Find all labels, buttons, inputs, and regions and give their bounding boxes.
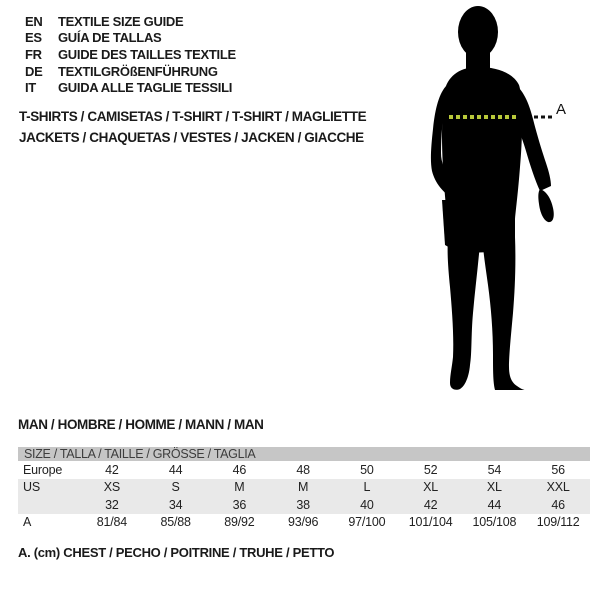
size-cell: 85/88 [160,515,191,530]
language-code: DE [25,63,43,79]
language-code: IT [25,80,36,96]
size-cell: XL [423,480,439,495]
size-cell: XL [486,480,502,495]
size-cell: 101/104 [408,515,453,530]
category-jackets: JACKETS / CHAQUETAS / VESTES / JACKEN / GIACCHE [19,129,364,145]
size-cell: 105/108 [472,515,517,530]
table-row-chest [18,514,590,532]
size-cell: 36 [232,497,247,512]
size-cell: 38 [296,497,310,512]
row-label: US [23,480,40,495]
size-cell: 89/92 [224,515,255,530]
category-tshirts: T-SHIRTS / CAMISETAS / T-SHIRT / T-SHIRT / MAGLIETTE [19,109,367,124]
size-cell: 44 [168,462,183,477]
size-cell: 97/100 [348,515,386,530]
language-code: ES [25,30,42,46]
language-row-it [25,79,236,96]
language-code: EN [25,13,43,29]
language-row-es [25,30,236,47]
size-cell: S [171,480,180,495]
row-label: A [23,515,32,530]
category-block [19,107,366,148]
size-table-header: SIZE / TALLA / TAILLE / GRÖSSE / TAGLIA [18,447,590,461]
size-cell: M [234,480,245,495]
language-label: TEXTILE SIZE GUIDE [58,13,184,29]
footnote-chest: A. (cm) CHEST / PECHO / POITRINE / TRUHE / PETTO [18,545,335,560]
section-title-man: MAN / HOMBRE / HOMME / MANN / MAN [18,417,264,432]
size-cell: L [363,480,371,495]
table-row-europe [18,461,590,479]
man-silhouette-graphic [415,5,573,391]
size-cell: 34 [168,497,183,512]
size-cell: XXL [546,480,570,495]
size-cell: 81/84 [96,515,128,530]
table-row-numeric [18,496,590,514]
size-cell: 40 [360,497,374,512]
language-row-de [25,63,236,80]
size-cell: 56 [551,462,565,477]
size-cell: 48 [296,462,310,477]
size-cell: 42 [423,497,438,512]
size-cell: 52 [423,462,438,477]
size-cell: 54 [487,462,502,477]
size-cell: XS [103,480,121,495]
language-label: GUIDA ALLE TAGLIE TESSILI [58,80,233,96]
size-cell: 32 [105,497,119,512]
table-row-us [18,479,590,497]
size-cell: 93/96 [287,515,319,530]
language-label: GUIDE DES TAILLES TEXTILE [58,46,236,62]
language-list [25,13,236,96]
language-label: TEXTILGRÖßENFÜHRUNG [58,63,218,79]
row-label: Europe [23,462,63,477]
language-code: FR [25,46,42,62]
language-row-en [25,13,236,30]
language-label: GUÍA DE TALLAS [58,30,162,46]
man-silhouette [415,5,573,391]
size-table [18,447,590,531]
size-cell: 50 [360,462,374,477]
language-row-fr [25,46,236,63]
size-cell: 46 [232,462,247,477]
size-cell: 44 [487,497,502,512]
size-cell: M [298,480,309,495]
size-cell: 109/112 [536,515,580,530]
size-cell: 46 [551,497,565,512]
size-cell: 42 [105,462,119,477]
measure-label-a: A [556,101,567,118]
